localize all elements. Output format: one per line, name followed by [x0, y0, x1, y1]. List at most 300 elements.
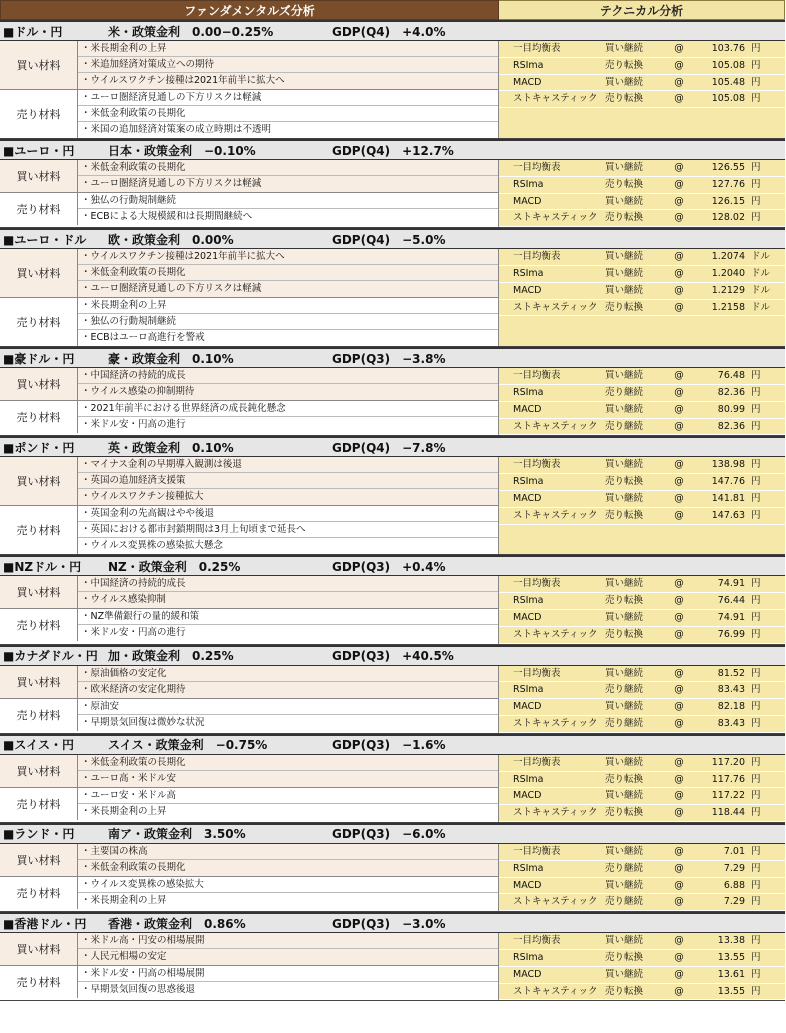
indicator-price: 138.98 — [711, 459, 745, 471]
indicator-signal: 売り転換 — [605, 985, 644, 997]
currency-pair: ■ユーロ・ドル — [3, 232, 87, 247]
buy-label: 買い材料 — [0, 666, 78, 698]
price-unit: 円 — [751, 212, 761, 224]
buy-factors — [0, 933, 498, 966]
factor-item: ・米長期金利の上昇 — [78, 298, 498, 314]
sell-label: 売り材料 — [0, 699, 78, 731]
indicator-price: 105.08 — [711, 59, 745, 71]
price-unit: 円 — [751, 717, 761, 729]
indicator-price: 126.15 — [711, 195, 745, 207]
at-mark: @ — [674, 578, 684, 590]
at-mark: @ — [674, 667, 684, 679]
buy-label: 買い材料 — [0, 457, 78, 505]
indicator-price: 83.43 — [717, 717, 745, 729]
indicator-signal: 買い継続 — [605, 459, 644, 471]
price-unit: 円 — [751, 667, 761, 679]
indicator-name: ストキャスティック — [513, 93, 598, 105]
indicator-signal: 買い継続 — [605, 879, 644, 891]
indicator-row — [499, 474, 785, 491]
technical-panel — [499, 249, 785, 346]
fundamentals-panel — [0, 457, 499, 554]
indicator-row — [499, 627, 785, 644]
indicator-row — [499, 160, 785, 177]
sell-items — [78, 298, 498, 346]
indicator-signal: 買い継続 — [605, 492, 644, 504]
factor-item: ・ウイルス変異株の感染拡大懸念 — [81, 540, 223, 552]
currency-pair: ■ユーロ・円 — [3, 143, 75, 158]
indicator-row — [499, 300, 785, 317]
price-unit: 円 — [751, 807, 761, 819]
indicator-price: 81.52 — [717, 667, 745, 679]
sell-items — [78, 90, 498, 138]
fundamentals-panel — [0, 249, 499, 346]
currency-pair: ■ポンド・円 — [3, 440, 75, 455]
indicator-signal: 買い継続 — [605, 267, 644, 279]
price-unit: 円 — [751, 492, 761, 504]
indicator-price: 105.08 — [711, 93, 745, 105]
factor-item: ・主要国の株高 — [78, 844, 498, 860]
factor-item: ・NZ準備銀行の量的緩和策 — [78, 609, 498, 625]
indicator-name: 一目均衡表 — [513, 667, 561, 679]
indicator-price: 117.22 — [711, 790, 745, 802]
indicator-signal: 売り転換 — [605, 93, 644, 105]
price-unit: 円 — [751, 790, 761, 802]
indicator-name: ストキャスティック — [513, 212, 598, 224]
factor-item: ・米低金利政策の長期化 — [78, 106, 498, 122]
policy-rate: 英・政策金利 0.10% — [108, 440, 234, 455]
factor-item: ・米低金利政策の長期化 — [78, 160, 498, 176]
sell-items — [78, 788, 498, 820]
buy-items — [78, 160, 498, 192]
indicator-row — [499, 666, 785, 683]
indicator-row — [499, 861, 785, 878]
sell-label: 売り材料 — [0, 788, 78, 820]
price-unit: 円 — [751, 845, 761, 857]
indicator-row — [499, 844, 785, 861]
sell-items — [78, 877, 498, 909]
indicator-row — [499, 457, 785, 474]
at-mark: @ — [674, 595, 684, 607]
indicator-price: 141.81 — [711, 492, 745, 504]
indicator-price: 76.44 — [717, 595, 745, 607]
indicator-price: 13.38 — [717, 935, 745, 947]
buy-label: 買い材料 — [0, 160, 78, 192]
currency-section — [0, 823, 785, 912]
indicator-row — [499, 419, 785, 436]
indicator-name: RSIma — [513, 386, 544, 398]
indicator-name: 一目均衡表 — [513, 935, 561, 947]
at-mark: @ — [674, 879, 684, 891]
price-unit: 円 — [751, 162, 761, 173]
at-mark: @ — [674, 386, 684, 398]
indicator-signal: 売り継続 — [605, 386, 644, 398]
currency-section — [0, 734, 785, 823]
indicator-signal: 買い継続 — [605, 611, 644, 623]
at-mark: @ — [674, 862, 684, 874]
buy-factors — [0, 755, 498, 788]
indicator-price: 147.63 — [711, 509, 745, 521]
indicator-row — [499, 894, 785, 911]
at-mark: @ — [674, 284, 684, 296]
buy-items — [78, 844, 498, 876]
at-mark: @ — [674, 43, 684, 54]
indicator-price: 76.48 — [717, 370, 745, 382]
price-unit: 円 — [751, 879, 761, 891]
indicator-signal: 売り転換 — [605, 773, 644, 785]
at-mark: @ — [674, 756, 684, 768]
policy-rate: 日本・政策金利 −0.10% — [108, 143, 256, 158]
indicator-price: 1.2040 — [711, 267, 745, 279]
price-unit: 円 — [751, 862, 761, 874]
indicator-name: RSIma — [513, 595, 544, 607]
indicator-row — [499, 177, 785, 194]
buy-label: 買い材料 — [0, 755, 78, 787]
gdp-value: GDP(Q3) −3.0% — [332, 916, 446, 931]
indicator-price: 13.61 — [717, 968, 745, 980]
indicator-signal: 買い継続 — [605, 578, 644, 590]
buy-factors — [0, 844, 498, 877]
indicator-row — [499, 878, 785, 895]
factor-item: ・独仏の行動規制継続 — [78, 193, 498, 209]
currency-sections — [0, 20, 785, 1001]
at-mark: @ — [674, 195, 684, 207]
indicator-name: ストキャスティック — [513, 717, 598, 729]
indicator-price: 74.91 — [717, 578, 745, 590]
buy-items — [78, 368, 498, 400]
indicator-row — [499, 491, 785, 508]
price-unit: 円 — [751, 896, 761, 908]
currency-section — [0, 228, 785, 347]
buy-items — [78, 666, 498, 698]
sell-factors — [0, 877, 498, 909]
at-mark: @ — [674, 968, 684, 980]
price-unit: 円 — [751, 628, 761, 640]
indicator-row — [499, 368, 785, 385]
indicator-row — [499, 967, 785, 984]
at-mark: @ — [674, 896, 684, 908]
factor-item: ・ECBはユーロ高進行を警戒 — [81, 332, 205, 344]
indicator-price: 1.2129 — [711, 284, 745, 296]
price-unit: 円 — [751, 403, 761, 415]
at-mark: @ — [674, 93, 684, 105]
section-body — [0, 933, 785, 1001]
sell-label: 売り材料 — [0, 298, 78, 346]
price-unit: 円 — [751, 773, 761, 785]
factor-item: ・ユーロ圏経済見通しの下方リスクは軽減 — [81, 178, 262, 189]
indicator-signal: 買い継続 — [605, 756, 644, 768]
currency-section — [0, 436, 785, 555]
at-mark: @ — [674, 951, 684, 963]
indicator-row — [499, 699, 785, 716]
factor-item: ・欧米経済の安定化期待 — [81, 683, 186, 695]
buy-items — [78, 457, 498, 505]
gdp-value: GDP(Q3) +0.4% — [332, 559, 446, 574]
price-unit: 円 — [751, 701, 761, 713]
section-header — [0, 912, 785, 933]
indicator-signal: 売り転換 — [605, 807, 644, 819]
buy-factors — [0, 666, 498, 699]
section-body — [0, 368, 785, 436]
indicator-price: 117.20 — [711, 756, 745, 768]
sell-factors — [0, 966, 498, 998]
factor-item: ・ウイルスワクチン接種拡大 — [81, 491, 204, 503]
price-unit: 円 — [751, 178, 761, 190]
currency-pair: ■ドル・円 — [3, 24, 63, 39]
indicator-name: ストキャスティック — [513, 807, 598, 819]
at-mark: @ — [674, 628, 684, 640]
at-mark: @ — [674, 420, 684, 432]
factor-item: ・ユーロ安・米ドル高 — [78, 788, 498, 804]
indicator-price: 76.99 — [717, 628, 745, 640]
currency-pair: ■香港ドル・円 — [3, 916, 87, 931]
indicator-signal: 売り継続 — [605, 684, 644, 696]
sell-label: 売り材料 — [0, 401, 78, 433]
factor-item: ・マイナス金利の早期導入観測は後退 — [78, 457, 498, 473]
indicator-price: 127.76 — [711, 178, 745, 190]
section-header — [0, 20, 785, 41]
factor-item: ・英国金利の先高観はやや後退 — [78, 506, 498, 522]
price-unit: 円 — [751, 756, 761, 768]
indicator-price: 103.76 — [711, 43, 745, 54]
buy-factors — [0, 160, 498, 193]
indicator-price: 13.55 — [717, 951, 745, 963]
factor-item: ・人民元相場の安定 — [81, 951, 167, 963]
indicator-signal: 売り転換 — [605, 212, 644, 224]
sell-factors — [0, 788, 498, 820]
currency-section — [0, 20, 785, 139]
section-body — [0, 457, 785, 555]
buy-factors — [0, 457, 498, 506]
at-mark: @ — [674, 509, 684, 521]
section-header — [0, 139, 785, 160]
sell-factors — [0, 401, 498, 433]
indicator-name: 一目均衡表 — [513, 162, 561, 173]
price-unit: 円 — [751, 370, 761, 382]
indicator-signal: 売り転換 — [605, 628, 644, 640]
factor-item: ・ウイルスワクチン接種は2021年前半に拡大へ — [81, 75, 285, 86]
factor-item: ・米ドル安・円高の相場展開 — [78, 966, 498, 982]
currency-pair: ■スイス・円 — [3, 738, 74, 753]
price-unit: 円 — [751, 595, 761, 607]
section-body — [0, 755, 785, 823]
sell-items — [78, 401, 498, 433]
sell-items — [78, 193, 498, 225]
section-header — [0, 347, 785, 368]
gdp-value: GDP(Q4) +4.0% — [332, 24, 446, 39]
price-unit: ドル — [751, 251, 771, 263]
indicator-row — [499, 984, 785, 1001]
currency-pair: ■カナダドル・円 — [3, 649, 98, 664]
gdp-value: GDP(Q4) −5.0% — [332, 232, 446, 247]
at-mark: @ — [674, 684, 684, 696]
sell-label: 売り材料 — [0, 90, 78, 138]
fundamentals-panel — [0, 576, 499, 643]
indicator-row — [499, 933, 785, 950]
price-unit: 円 — [751, 420, 761, 432]
indicator-price: 1.2158 — [711, 301, 745, 313]
indicator-signal: 売り継続 — [605, 862, 644, 874]
indicator-signal: 買い継続 — [605, 43, 644, 54]
at-mark: @ — [674, 251, 684, 263]
currency-pair: ■豪ドル・円 — [3, 351, 75, 366]
buy-items — [78, 41, 498, 89]
indicator-signal: 買い継続 — [605, 667, 644, 679]
at-mark: @ — [674, 212, 684, 224]
gdp-value: GDP(Q4) −7.8% — [332, 440, 446, 455]
indicator-row — [499, 75, 785, 92]
buy-label: 買い材料 — [0, 249, 78, 297]
indicator-price: 82.36 — [717, 420, 745, 432]
fundamentals-panel — [0, 755, 499, 822]
indicator-signal: 買い継続 — [605, 162, 644, 173]
indicator-name: MACD — [513, 879, 542, 891]
indicator-row — [499, 716, 785, 733]
technical-panel — [499, 41, 785, 138]
factor-item: ・米ドル安・円高の進行 — [81, 627, 186, 639]
indicator-signal: 売り転換 — [605, 509, 644, 521]
at-mark: @ — [674, 807, 684, 819]
buy-factors — [0, 576, 498, 609]
fundamentals-panel — [0, 844, 499, 911]
price-unit: 円 — [751, 59, 761, 71]
factor-item: ・中国経済の持続的成長 — [78, 576, 498, 592]
indicator-name: ストキャスティック — [513, 509, 598, 521]
indicator-row — [499, 610, 785, 627]
indicator-row — [499, 593, 785, 610]
price-unit: 円 — [751, 611, 761, 623]
at-mark: @ — [674, 459, 684, 471]
at-mark: @ — [674, 845, 684, 857]
indicator-name: 一目均衡表 — [513, 43, 561, 54]
factor-item: ・ユーロ高・米ドル安 — [81, 772, 177, 784]
buy-factors — [0, 368, 498, 401]
indicator-row — [499, 576, 785, 593]
price-unit: ドル — [751, 284, 771, 296]
indicator-signal: 買い継続 — [605, 195, 644, 207]
indicator-price: 82.36 — [717, 386, 745, 398]
price-unit: ドル — [751, 301, 771, 313]
indicator-name: 一目均衡表 — [513, 459, 561, 471]
indicator-row — [499, 249, 785, 266]
factor-item: ・米長期金利の上昇 — [78, 41, 498, 57]
gdp-value: GDP(Q3) −1.6% — [332, 738, 446, 753]
indicator-price: 7.01 — [723, 845, 745, 857]
price-unit: 円 — [751, 43, 761, 54]
buy-label: 買い材料 — [0, 844, 78, 876]
policy-rate: 南ア・政策金利 3.50% — [108, 827, 246, 842]
indicator-price: 6.88 — [723, 879, 745, 891]
indicator-name: RSIma — [513, 476, 544, 488]
indicator-signal: 買い継続 — [605, 76, 644, 88]
price-unit: 円 — [751, 459, 761, 471]
currency-pair: ■ランド・円 — [3, 827, 75, 842]
factor-item: ・ウイルスワクチン接種は2021年前半に拡大へ — [78, 249, 498, 265]
indicator-signal: 買い継続 — [605, 284, 644, 296]
factor-item: ・ECBによる大規模緩和は長期間継続へ — [81, 211, 253, 222]
price-unit: 円 — [751, 93, 761, 105]
buy-factors — [0, 41, 498, 90]
indicator-row — [499, 41, 785, 58]
sell-items — [78, 506, 498, 554]
factor-item: ・米長期金利の上昇 — [81, 894, 167, 906]
indicator-name: MACD — [513, 76, 542, 88]
policy-rate: スイス・政策金利 −0.75% — [108, 738, 268, 753]
indicator-signal: 買い継続 — [605, 701, 644, 713]
section-body — [0, 249, 785, 347]
indicator-signal: 買い継続 — [605, 403, 644, 415]
indicator-signal: 買い継続 — [605, 935, 644, 947]
policy-rate: 豪・政策金利 0.10% — [108, 351, 234, 366]
factor-item: ・米低金利政策の長期化 — [78, 265, 498, 281]
indicator-signal: 買い継続 — [605, 790, 644, 802]
indicator-name: MACD — [513, 284, 542, 296]
indicator-row — [499, 266, 785, 283]
factor-item: ・独仏の行動規制継続 — [78, 314, 498, 330]
indicator-name: 一目均衡表 — [513, 251, 561, 263]
indicator-signal: 買い継続 — [605, 251, 644, 263]
buy-label: 買い材料 — [0, 368, 78, 400]
price-unit: 円 — [751, 935, 761, 947]
currency-section — [0, 912, 785, 1001]
price-unit: ドル — [751, 267, 771, 279]
indicator-name: RSIma — [513, 684, 544, 696]
price-unit: 円 — [751, 968, 761, 980]
indicator-signal: 売り転換 — [605, 301, 644, 313]
sell-items — [78, 609, 498, 641]
at-mark: @ — [674, 162, 684, 173]
indicator-price: 126.55 — [711, 162, 745, 173]
gdp-value: GDP(Q4) +12.7% — [332, 143, 454, 158]
gdp-value: GDP(Q3) +40.5% — [332, 649, 454, 664]
technical-header: テクニカル分析 — [499, 0, 785, 20]
buy-items — [78, 933, 498, 965]
buy-factors — [0, 249, 498, 298]
indicator-price: 117.76 — [711, 773, 745, 785]
sell-label: 売り材料 — [0, 877, 78, 909]
indicator-row — [499, 508, 785, 525]
factor-item: ・英国の追加経済支援策 — [78, 473, 498, 489]
fundamentals-panel — [0, 933, 499, 1000]
section-header — [0, 228, 785, 249]
technical-panel — [499, 457, 785, 554]
indicator-name: 一目均衡表 — [513, 756, 561, 768]
factor-item: ・ユーロ圏経済見通しの下方リスクは軽減 — [78, 90, 498, 106]
indicator-name: MACD — [513, 968, 542, 980]
technical-panel — [499, 755, 785, 822]
indicator-signal: 売り転換 — [605, 595, 644, 607]
sell-label: 売り材料 — [0, 193, 78, 225]
sell-factors — [0, 699, 498, 731]
policy-rate: NZ・政策金利 0.25% — [108, 559, 241, 574]
indicator-price: 74.91 — [717, 611, 745, 623]
indicator-row — [499, 788, 785, 805]
price-unit: 円 — [751, 951, 761, 963]
fundamentals-panel — [0, 160, 499, 227]
fundamentals-header: ファンダメンタルズ分析 — [0, 0, 499, 20]
indicator-name: ストキャスティック — [513, 420, 598, 432]
price-unit: 円 — [751, 985, 761, 997]
indicator-name: RSIma — [513, 951, 544, 963]
indicator-name: RSIma — [513, 178, 544, 190]
factor-item: ・ウイルス感染の抑制期待 — [81, 386, 195, 398]
factor-item: ・英国における都市封鎖期間は3月上旬頃まで延長へ — [78, 522, 498, 538]
indicator-name: 一目均衡表 — [513, 578, 561, 590]
indicator-signal: 売り転換 — [605, 951, 644, 963]
price-unit: 円 — [751, 476, 761, 488]
indicator-name: ストキャスティック — [513, 628, 598, 640]
at-mark: @ — [674, 773, 684, 785]
factor-item: ・米長期金利の上昇 — [81, 805, 167, 817]
